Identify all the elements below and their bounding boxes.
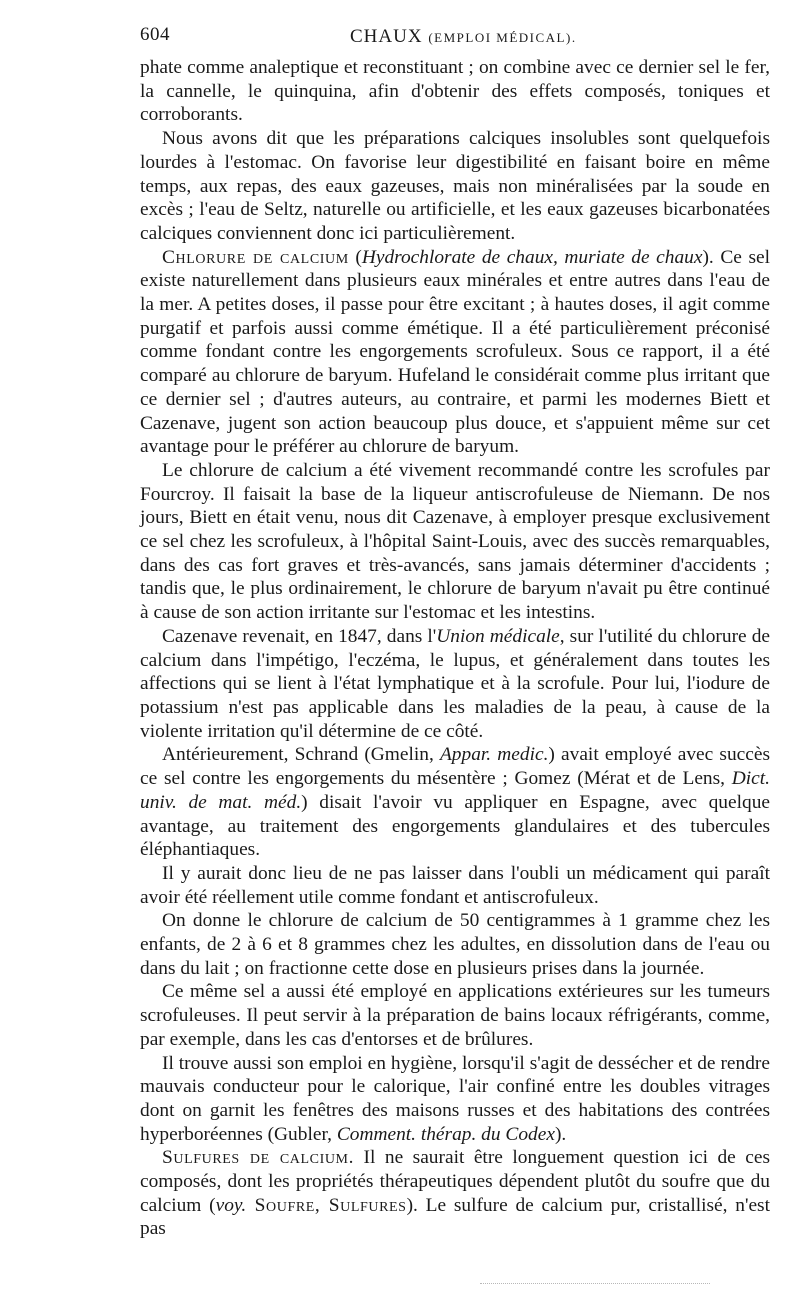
section-lead: Sulfures de calcium.	[162, 1147, 355, 1169]
italic-citation: Appar. medic.	[439, 744, 549, 766]
italic-citation: Union médicale	[436, 625, 560, 647]
paragraph-text: Cazenave revenait, en 1847, dans l'	[162, 625, 437, 647]
paragraph-text: Antérieurement, Schrand (Gmelin,	[162, 744, 440, 766]
running-title: CHAUX	[350, 26, 423, 47]
paren: (	[348, 246, 362, 268]
paragraph-text: Le chlorure de calcium a été vivement recommandé contre les scrofules par Fourcroy. Il faisait la base de la liqueur antiscrofuleuse de Niemann. De nos jours, Biett en était venu, nous dit Cazenave, à employer presque exclusivement ce sel chez les scrofuleux, à l'hôpital Saint-Louis, avec des succès remarquables, dans des cas fort graves et très-avancés, sans jamais déterminer d'accidents ; tandis que, le plus ordinairement, le chlorure de baryum n'avait pu être continué à cause de son action irritante sur l'estomac et les intestins.	[140, 459, 770, 624]
paragraph-text: On donne le chlorure de calcium de 50 centigrammes à 1 gramme chez les enfants, de 2 à 6 et 8 grammes chez les adultes, en dissolution dans de l'eau ou dans du lait ; on fractionne cette dose en plusieurs prises dans la journée.	[140, 910, 770, 979]
paragraph-text: Ce même sel a aussi été employé en applications extérieures sur les tumeurs scrofuleuses. Il peut servir à la préparation de bains locaux réfrigérants, comme, par exemple, dans les cas d'entorses et de brûlures.	[140, 981, 770, 1050]
paragraph-text: ) avait employé avec succès ce sel contre les engorgements du mésentère ; Gomez (Mérat et de Lens,	[140, 744, 771, 790]
cross-reference: Soufre, Sulfures	[246, 1194, 407, 1216]
italic-synonyms: Hydrochlorate de chaux, muriate de chaux	[361, 246, 703, 268]
page-header	[140, 22, 770, 56]
section-lead: Chlorure de calcium	[162, 246, 349, 268]
paragraph	[140, 625, 770, 744]
paragraph-text: , sur l'utilité du chlorure de calcium dans l'impétigo, l'eczéma, le lupus, et généralement dans toutes les affections qui se lient à l'état lymphatique et à la scrofule. Pour lui, l'iodure de potassium n'est pas applicable dans les maladies de la peau, à cause de la violente irritation qu'il détermine de ce côté.	[140, 625, 770, 742]
paragraph-text: ).	[554, 1123, 567, 1145]
paragraph	[140, 459, 770, 625]
running-head	[350, 26, 577, 48]
paragraph	[140, 909, 770, 980]
paragraph	[140, 980, 770, 1051]
page-number: 604	[140, 24, 170, 45]
italic-abbrev: voy.	[215, 1194, 247, 1216]
paragraph	[140, 127, 770, 246]
bleed-through-rule	[480, 1283, 710, 1285]
italic-citation: Comment. thérap. du Codex	[336, 1123, 555, 1145]
paragraph	[140, 743, 770, 862]
paragraph-text: Il ne saurait être longuement question ici de ces composés, dont les propriétés thérapeutiques dépendent plutôt du soufre que du calcium (	[140, 1147, 770, 1216]
paragraph-text: phate comme analeptique et reconstituant ; on combine avec ce dernier sel le fer, la cannelle, le quinquina, afin d'obtenir des effets composés, toniques et corroborants.	[140, 57, 770, 126]
italic-citation: Dict. univ. de mat. méd.	[140, 768, 770, 813]
paragraph-sulfures-de-calcium	[140, 1146, 770, 1241]
paragraph-text: Ce sel existe naturellement dans plusieurs eaux minérales et entre autres dans l'eau de la mer. A petites doses, il passe pour être excitant ; à hautes doses, il agit comme purgatif et parfois aussi comme émétique. Il a été particulièrement préconisé comme fondant contre les engorgements scrofuleux. Sous ce rapport, il a été comparé au chlorure de baryum. Hufeland le considérait comme plus irritant que ce dernier sel ; d'autres auteurs, au contraire, et parmi les modernes Biett et Cazenave, jugent son action beaucoup plus douce, et s'appuient même sur cet avantage pour le préférer au chlorure de baryum.	[140, 246, 770, 458]
paren: ).	[702, 246, 721, 268]
paragraph	[140, 56, 770, 127]
paragraph	[140, 862, 770, 909]
paragraph-text: Nous avons dit que les préparations calciques insolubles sont quelquefois lourdes à l'estomac. On favorise leur digestibilité en faisant boire en même temps, aux repas, des eaux gazeuses, mais non minéralisées par la soude en excès ; l'eau de Seltz, naturelle ou artificielle, et les eaux gazeuses bicarbonatées calciques conviennent donc ici particulièrement.	[140, 128, 770, 244]
body-text	[140, 56, 770, 1241]
paragraph	[140, 1052, 770, 1147]
paragraph-text: Il y aurait donc lieu de ne pas laisser dans l'oubli un médicament qui paraît avoir été réellement utile comme fondant et antiscrofuleux.	[140, 862, 770, 908]
book-page	[140, 22, 770, 1241]
paragraph-text: Il trouve aussi son emploi en hygiène, lorsqu'il s'agit de dessécher et de rendre mauvais conducteur pour le calorique, l'air confiné entre les doubles vitrages dont on garnit les fenêtres des maisons russes et des habitations des contrées hyperboréennes (Gubler,	[140, 1052, 770, 1145]
running-subtitle: (EMPLOI MÉDICAL).	[428, 30, 577, 45]
paragraph-text: ) disait l'avoir vu appliquer en Espagne, avec quelque avantage, au traitement des engorgements glandulaires et des tubercules éléphantiaques.	[140, 791, 770, 861]
paragraph-chlorure-de-calcium	[140, 246, 770, 459]
paragraph-text: ). Le sulfure de calcium pur, cristallisé, n'est pas	[140, 1194, 770, 1240]
